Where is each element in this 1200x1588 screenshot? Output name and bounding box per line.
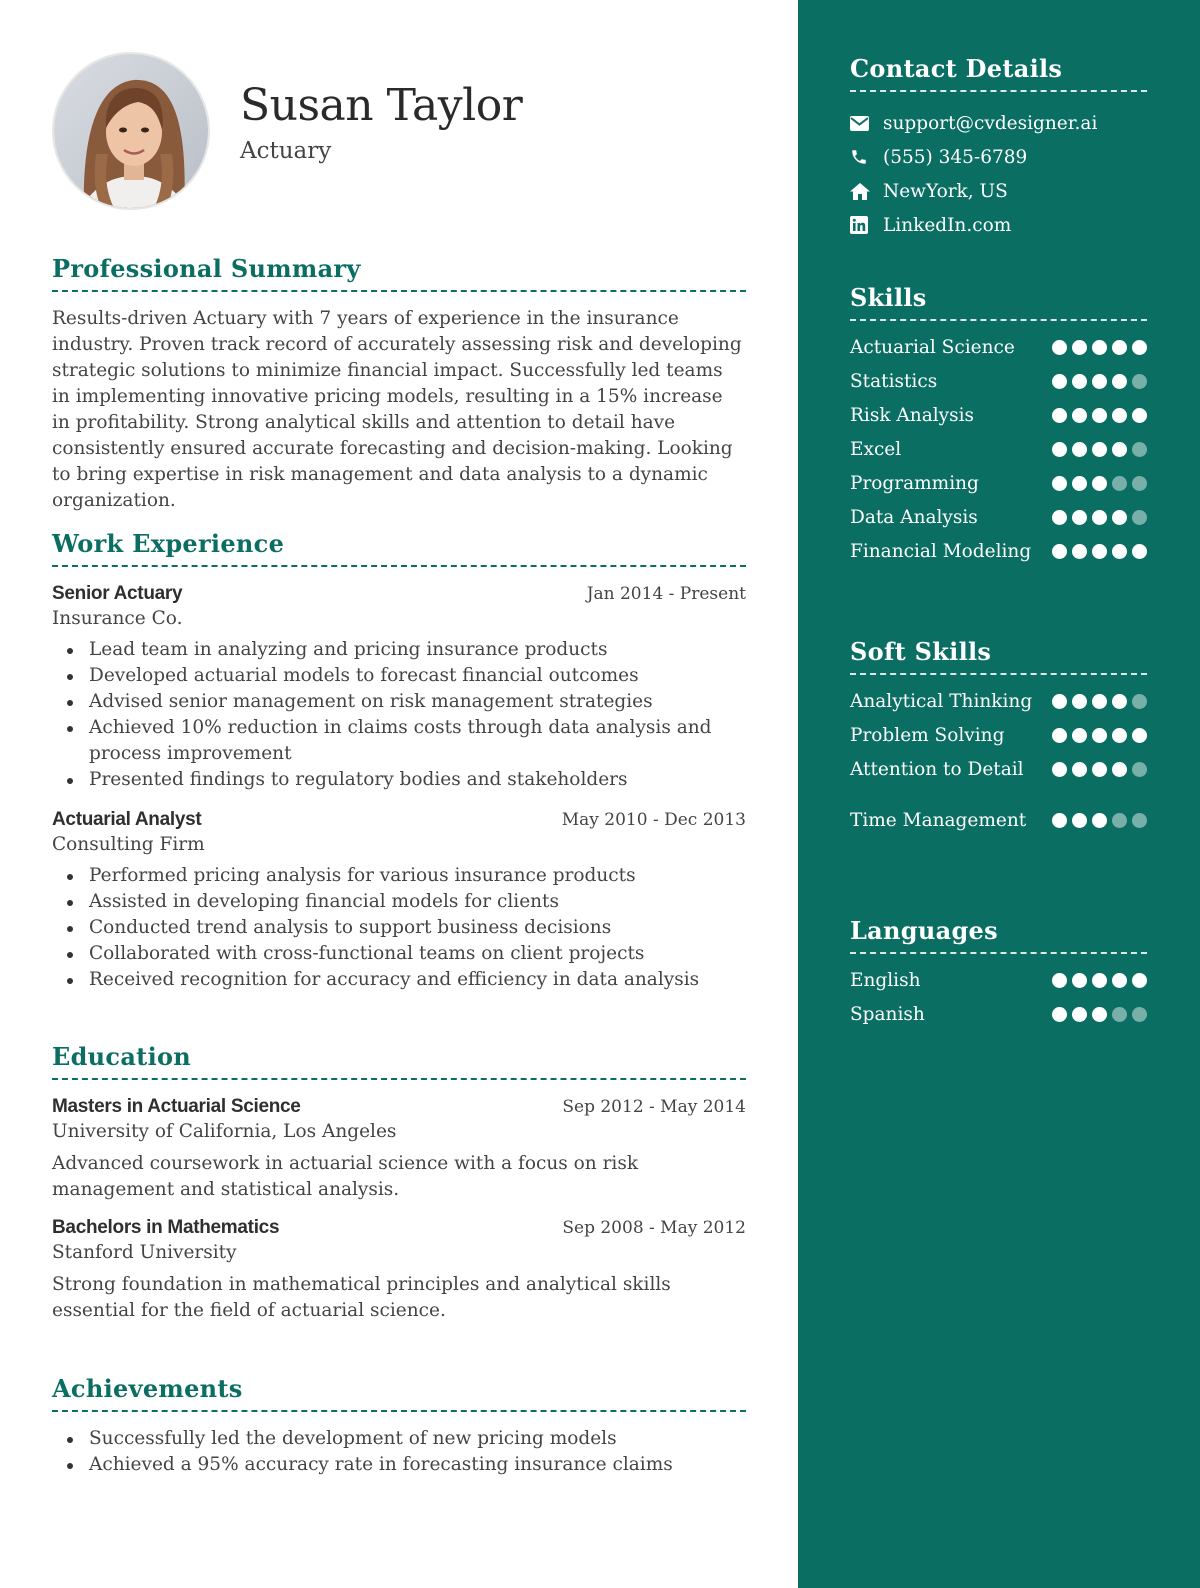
envelope-icon — [850, 116, 883, 131]
skill-row — [850, 437, 1147, 463]
education-desc: Advanced coursework in actuarial science with a focus on risk management and statistical analysis. — [52, 1153, 639, 1200]
list-item: Performed pricing analysis for various insurance products — [52, 863, 746, 889]
skill-row — [850, 757, 1147, 783]
skill-row — [850, 723, 1147, 749]
job-title: Senior Actuary — [52, 583, 183, 604]
skill-rating — [1052, 1002, 1147, 1022]
rating-dot — [1072, 442, 1087, 457]
skill-name: Analytical Thinking — [850, 691, 1033, 712]
skill-row — [850, 369, 1147, 395]
rating-dot — [1072, 408, 1087, 423]
rating-dot — [1132, 374, 1147, 389]
rating-dot — [1092, 340, 1107, 355]
list-item: Successfully led the development of new pricing models — [52, 1426, 746, 1452]
job-entry — [52, 809, 746, 993]
rating-dot — [1072, 544, 1087, 559]
skill-rating — [1052, 723, 1147, 743]
skill-name: Actuarial Science — [850, 337, 1015, 358]
email-text[interactable]: support@cvdesigner.ai — [883, 112, 1098, 134]
school-name: University of California, Los Angeles — [52, 1121, 397, 1142]
rating-dot — [1132, 442, 1147, 457]
rating-dot — [1092, 544, 1107, 559]
candidate-name: Susan Taylor — [240, 80, 523, 131]
rating-dot — [1092, 408, 1107, 423]
experience-title: Work Experience — [52, 529, 746, 567]
skill-name: Problem Solving — [850, 725, 1005, 746]
rating-dot — [1132, 973, 1147, 988]
rating-dot — [1052, 510, 1067, 525]
rating-dot — [1112, 340, 1127, 355]
contact-section — [850, 54, 1147, 242]
achievements-list — [52, 1426, 746, 1478]
skills-section — [850, 283, 1147, 573]
experience-section — [52, 529, 746, 993]
rating-dot — [1052, 973, 1067, 988]
degree-title: Masters in Actuarial Science — [52, 1096, 301, 1117]
rating-dot — [1092, 1007, 1107, 1022]
rating-dot — [1072, 1007, 1087, 1022]
rating-dot — [1132, 762, 1147, 777]
job-header — [52, 809, 746, 831]
rating-dot — [1052, 813, 1067, 828]
rating-dot — [1112, 476, 1127, 491]
list-item: Presented findings to regulatory bodies and stakeholders — [52, 767, 746, 793]
job-date: Jan 2014 - Present — [586, 584, 746, 604]
education-date: Sep 2012 - May 2014 — [562, 1097, 746, 1117]
profile-photo — [52, 52, 210, 210]
rating-dot — [1072, 374, 1087, 389]
job-header — [52, 583, 746, 605]
summary-section — [52, 254, 746, 514]
skill-rating — [1052, 403, 1147, 423]
skill-row — [850, 335, 1147, 361]
achievements-section — [52, 1374, 746, 1478]
languages-title: Languages — [850, 916, 1147, 954]
skill-name: Attention to Detail — [850, 759, 1024, 780]
rating-dot — [1092, 694, 1107, 709]
rating-dot — [1072, 476, 1087, 491]
rating-dot — [1132, 340, 1147, 355]
rating-dot — [1052, 340, 1067, 355]
rating-dot — [1072, 510, 1087, 525]
rating-dot — [1132, 694, 1147, 709]
job-bullets — [52, 637, 746, 793]
rating-dot — [1092, 973, 1107, 988]
list-item: Achieved 10% reduction in claims costs through data analysis and process improvement — [52, 715, 746, 767]
list-item: Advised senior management on risk management strategies — [52, 689, 746, 715]
education-entry — [52, 1217, 746, 1324]
job-entry — [52, 583, 746, 793]
skill-rating — [1052, 505, 1147, 525]
contact-email — [850, 106, 1147, 140]
skill-name: Excel — [850, 439, 902, 460]
rating-dot — [1052, 442, 1067, 457]
location-text: NewYork, US — [883, 180, 1008, 202]
skill-row — [850, 403, 1147, 429]
list-item: Received recognition for accuracy and efficiency in data analysis — [52, 967, 746, 993]
rating-dot — [1112, 813, 1127, 828]
education-desc: Strong foundation in mathematical principles and analytical skills essential for the field of actuarial science. — [52, 1274, 671, 1321]
skill-name: Programming — [850, 473, 979, 494]
job-title: Actuarial Analyst — [52, 809, 202, 830]
rating-dot — [1112, 374, 1127, 389]
rating-dot — [1072, 973, 1087, 988]
rating-dot — [1092, 510, 1107, 525]
contact-phone — [850, 140, 1147, 174]
skill-rating — [1052, 757, 1147, 777]
skill-row — [850, 539, 1147, 565]
contact-title: Contact Details — [850, 54, 1147, 92]
rating-dot — [1072, 813, 1087, 828]
rating-dot — [1072, 694, 1087, 709]
rating-dot — [1052, 762, 1067, 777]
achievements-title: Achievements — [52, 1374, 746, 1412]
soft-skills-section — [850, 637, 1147, 842]
contact-linkedin — [850, 208, 1147, 242]
rating-dot — [1112, 510, 1127, 525]
rating-dot — [1112, 728, 1127, 743]
avatar-portrait-icon — [54, 54, 210, 210]
skill-name: Data Analysis — [850, 507, 978, 528]
rating-dot — [1092, 374, 1107, 389]
skill-row — [850, 808, 1147, 834]
soft-skills-list — [850, 689, 1147, 834]
rating-dot — [1112, 694, 1127, 709]
job-company: Consulting Firm — [52, 834, 205, 855]
education-section — [52, 1042, 746, 1324]
summary-title: Professional Summary — [52, 254, 746, 292]
linkedin-text[interactable]: LinkedIn.com — [883, 214, 1012, 236]
phone-icon — [850, 148, 883, 166]
rating-dot — [1132, 544, 1147, 559]
rating-dot — [1132, 408, 1147, 423]
rating-dot — [1112, 544, 1127, 559]
education-date: Sep 2008 - May 2012 — [562, 1218, 746, 1238]
skill-rating — [1052, 539, 1147, 559]
skill-row — [850, 689, 1147, 715]
skill-name: English — [850, 970, 921, 991]
skill-rating — [1052, 968, 1147, 988]
skill-row — [850, 1002, 1147, 1028]
soft-skills-title: Soft Skills — [850, 637, 1147, 675]
degree-title: Bachelors in Mathematics — [52, 1217, 280, 1238]
rating-dot — [1092, 442, 1107, 457]
list-item: Conducted trend analysis to support business decisions — [52, 915, 746, 941]
skill-rating — [1052, 689, 1147, 709]
rating-dot — [1132, 476, 1147, 491]
school-name: Stanford University — [52, 1242, 237, 1263]
skill-row — [850, 471, 1147, 497]
skill-rating — [1052, 471, 1147, 491]
rating-dot — [1132, 510, 1147, 525]
rating-dot — [1052, 1007, 1067, 1022]
sidebar — [798, 0, 1200, 1588]
rating-dot — [1112, 408, 1127, 423]
skill-name: Spanish — [850, 1004, 925, 1025]
rating-dot — [1052, 374, 1067, 389]
rating-dot — [1092, 476, 1107, 491]
skill-rating — [1052, 369, 1147, 389]
job-company: Insurance Co. — [52, 608, 183, 629]
linkedin-icon — [850, 216, 883, 234]
rating-dot — [1072, 340, 1087, 355]
rating-dot — [1112, 973, 1127, 988]
rating-dot — [1132, 1007, 1147, 1022]
rating-dot — [1092, 813, 1107, 828]
skill-row — [850, 505, 1147, 531]
rating-dot — [1052, 694, 1067, 709]
phone-text[interactable]: (555) 345-6789 — [883, 146, 1028, 168]
list-item: Collaborated with cross-functional teams on client projects — [52, 941, 746, 967]
rating-dot — [1112, 762, 1127, 777]
list-item: Assisted in developing financial models for clients — [52, 889, 746, 915]
skills-title: Skills — [850, 283, 1147, 321]
rating-dot — [1072, 728, 1087, 743]
skill-rating — [1052, 808, 1147, 828]
rating-dot — [1092, 728, 1107, 743]
rating-dot — [1052, 476, 1067, 491]
skill-name: Statistics — [850, 371, 938, 392]
rating-dot — [1092, 762, 1107, 777]
list-item: Lead team in analyzing and pricing insurance products — [52, 637, 746, 663]
skill-rating — [1052, 437, 1147, 457]
education-header — [52, 1217, 746, 1239]
rating-dot — [1132, 813, 1147, 828]
rating-dot — [1072, 762, 1087, 777]
home-icon — [850, 183, 883, 200]
skill-rating — [1052, 335, 1147, 355]
skill-name: Time Management — [850, 810, 1027, 831]
skill-name: Risk Analysis — [850, 405, 975, 426]
rating-dot — [1132, 728, 1147, 743]
list-item: Developed actuarial models to forecast financial outcomes — [52, 663, 746, 689]
rating-dot — [1052, 408, 1067, 423]
rating-dot — [1052, 728, 1067, 743]
contact-location — [850, 174, 1147, 208]
skills-list — [850, 335, 1147, 565]
job-date: May 2010 - Dec 2013 — [561, 810, 746, 830]
education-entry — [52, 1096, 746, 1203]
education-title: Education — [52, 1042, 746, 1080]
rating-dot — [1052, 544, 1067, 559]
languages-section — [850, 916, 1147, 1036]
education-header — [52, 1096, 746, 1118]
list-item: Achieved a 95% accuracy rate in forecasting insurance claims — [52, 1452, 746, 1478]
job-bullets — [52, 863, 746, 993]
rating-dot — [1112, 1007, 1127, 1022]
rating-dot — [1112, 442, 1127, 457]
skill-row — [850, 968, 1147, 994]
skill-name: Financial Modeling — [850, 541, 1032, 562]
summary-text: Results-driven Actuary with 7 years of experience in the insurance industry. Proven track record of accurately assessing risk and developing strategic solutions to minimize financial impact. Successfully led teams in implementing innovative pricing models, resulting in a 15% increase in profitability. Strong analytical skills and attention to detail have consistently ensured accurate forecasting and decision-making. Looking to bring expertise in risk management and data analysis to a dynamic organization. — [52, 308, 742, 511]
candidate-role: Actuary — [240, 138, 332, 164]
languages-list — [850, 968, 1147, 1028]
